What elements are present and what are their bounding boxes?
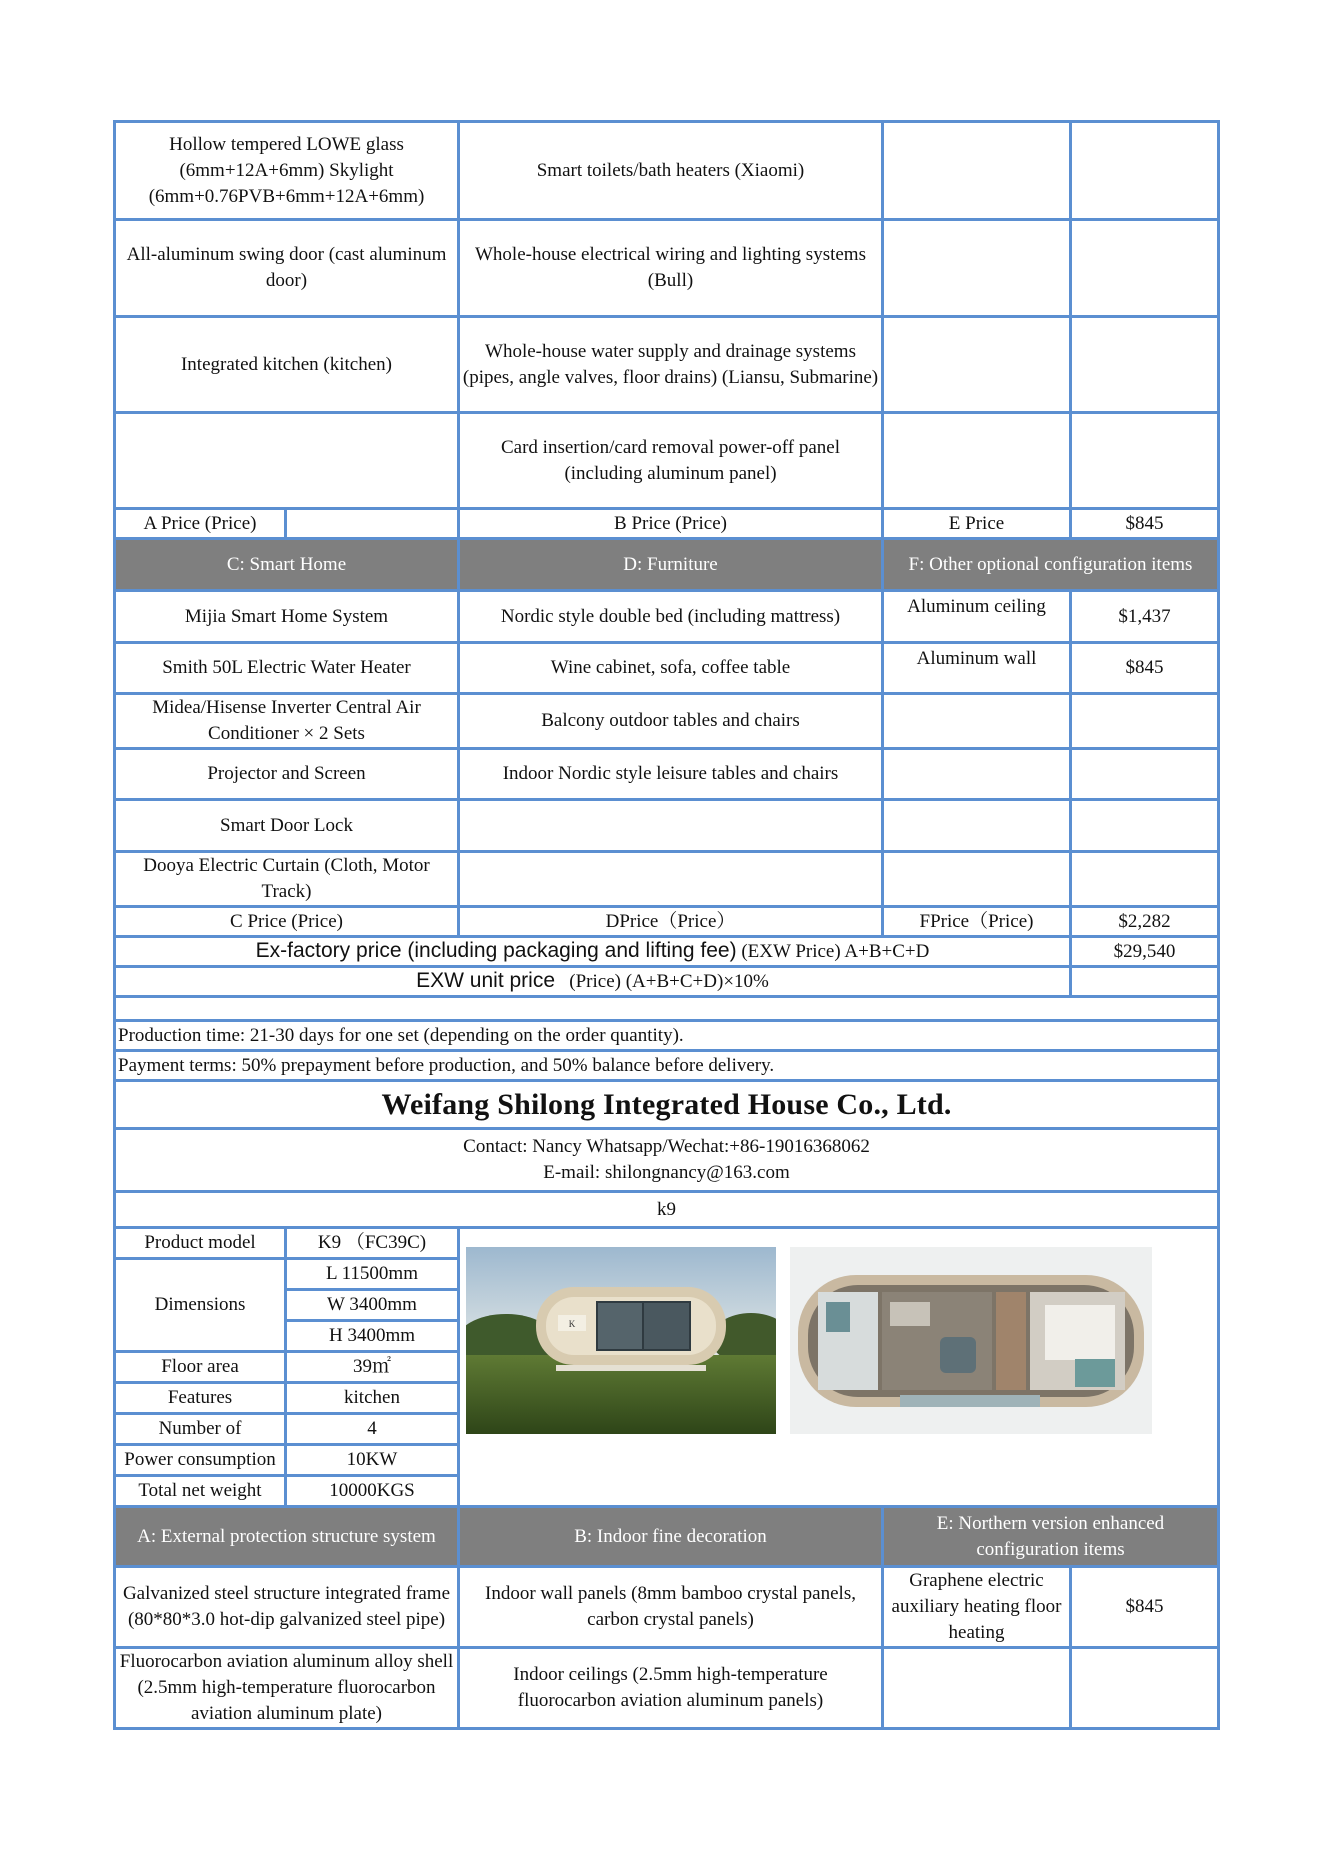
empty-cell bbox=[1071, 413, 1219, 509]
exw-price-value: $29,540 bbox=[1071, 937, 1219, 967]
payment-terms: Payment terms: 50% prepayment before production, and 50% balance before delivery. bbox=[115, 1051, 1219, 1081]
item-a: Galvanized steel structure integrated frame (80*80*3.0 hot-dip galvanized steel pipe) bbox=[115, 1567, 459, 1648]
table-row bbox=[115, 1648, 1219, 1729]
item-b: Indoor wall panels (8mm bamboo crystal panels, carbon crystal panels) bbox=[459, 1567, 883, 1648]
unit-label-suffix: (Price) (A+B+C+D)×10% bbox=[569, 971, 769, 992]
item-c: Dooya Electric Curtain (Cloth, Motor Track) bbox=[115, 852, 459, 907]
model-title-row bbox=[115, 1192, 1219, 1228]
exw-unit-label bbox=[115, 967, 1071, 997]
table-row bbox=[115, 749, 1219, 800]
item-c: Projector and Screen bbox=[115, 749, 459, 800]
spec-value: H 3400mm bbox=[286, 1321, 459, 1352]
spec-value: kitchen bbox=[286, 1383, 459, 1414]
table-row bbox=[115, 852, 1219, 907]
item-a: Hollow tempered LOWE glass (6mm+12A+6mm) Skylight (6mm+0.76PVB+6mm+12A+6mm) bbox=[115, 122, 459, 220]
item-c: Midea/Hisense Inverter Central Air Conditioner × 2 Sets bbox=[115, 694, 459, 749]
exw-label-main: Ex-factory price (including packaging and lifting fee) bbox=[255, 939, 737, 962]
item-f bbox=[883, 852, 1071, 907]
item-c: Smart Door Lock bbox=[115, 800, 459, 852]
table-row bbox=[115, 122, 1219, 220]
header-smart-home: C: Smart Home bbox=[115, 539, 459, 591]
empty-cell bbox=[883, 220, 1071, 317]
item-c: Mijia Smart Home System bbox=[115, 591, 459, 643]
item-e-value: $845 bbox=[1071, 1567, 1219, 1648]
section-header-row bbox=[115, 1507, 1219, 1567]
item-e bbox=[883, 1648, 1071, 1729]
header-northern-items: E: Northern version enhanced configuration items bbox=[883, 1507, 1219, 1567]
table-row bbox=[115, 591, 1219, 643]
spec-label: Power consumption bbox=[115, 1445, 286, 1476]
company-name: Weifang Shilong Integrated House Co., Ltd. bbox=[115, 1081, 1219, 1129]
item-b: Whole-house electrical wiring and lighting systems (Bull) bbox=[459, 220, 883, 317]
price-row bbox=[115, 509, 1219, 539]
item-d bbox=[459, 800, 883, 852]
d-price-label: DPrice（Price） bbox=[459, 907, 883, 937]
spec-label: Floor area bbox=[115, 1352, 286, 1383]
quotation-table bbox=[113, 120, 1220, 1730]
spec-label: Dimensions bbox=[115, 1259, 286, 1352]
svg-text:K: K bbox=[568, 1319, 576, 1329]
table-row bbox=[115, 694, 1219, 749]
e-price-value: $845 bbox=[1071, 509, 1219, 539]
company-row bbox=[115, 1081, 1219, 1129]
e-price-label: E Price bbox=[883, 509, 1071, 539]
table-row bbox=[115, 643, 1219, 694]
spec-value: 10000KGS bbox=[286, 1476, 459, 1507]
item-f-value bbox=[1071, 749, 1219, 800]
table-row bbox=[115, 800, 1219, 852]
exw-unit-value bbox=[1071, 967, 1219, 997]
item-f-value bbox=[1071, 800, 1219, 852]
spec-value: 39㎡ bbox=[286, 1352, 459, 1383]
b-price-label: B Price (Price) bbox=[459, 509, 883, 539]
spec-value: K9 （FC39C) bbox=[286, 1228, 459, 1259]
spec-label: Number of bbox=[115, 1414, 286, 1445]
item-f: Aluminum wall bbox=[883, 643, 1071, 694]
terms-row bbox=[115, 1021, 1219, 1051]
item-f-value: $1,437 bbox=[1071, 591, 1219, 643]
item-d: Indoor Nordic style leisure tables and chairs bbox=[459, 749, 883, 800]
item-d: Nordic style double bed (including mattress) bbox=[459, 591, 883, 643]
quotation-sheet bbox=[113, 120, 1217, 1730]
spec-label: Features bbox=[115, 1383, 286, 1414]
header-furniture: D: Furniture bbox=[459, 539, 883, 591]
contact-row bbox=[115, 1129, 1219, 1192]
interior-floorplan-image bbox=[790, 1247, 1152, 1434]
item-f bbox=[883, 694, 1071, 749]
spec-value: W 3400mm bbox=[286, 1290, 459, 1321]
model-title: k9 bbox=[115, 1192, 1219, 1228]
table-row bbox=[115, 220, 1219, 317]
spec-row bbox=[115, 1228, 1219, 1259]
spec-label: Total net weight bbox=[115, 1476, 286, 1507]
item-b: Smart toilets/bath heaters (Xiaomi) bbox=[459, 122, 883, 220]
empty-cell bbox=[883, 317, 1071, 413]
table-row bbox=[115, 413, 1219, 509]
item-a: Fluorocarbon aviation aluminum alloy shell (2.5mm high-temperature fluorocarbon aviation aluminum plate) bbox=[115, 1648, 459, 1729]
item-f-value bbox=[1071, 852, 1219, 907]
item-a bbox=[115, 413, 459, 509]
contact-line: Contact: Nancy Whatsapp/Wechat:+86-19016368062 bbox=[463, 1136, 870, 1157]
exw-price-row bbox=[115, 937, 1219, 967]
terms-row bbox=[115, 1051, 1219, 1081]
empty-cell bbox=[1071, 220, 1219, 317]
empty-cell bbox=[883, 122, 1071, 220]
header-optional-items: F: Other optional configuration items bbox=[883, 539, 1219, 591]
empty-cell bbox=[1071, 122, 1219, 220]
exw-label-suffix: (EXW Price) A+B+C+D bbox=[741, 941, 930, 962]
exw-price-label bbox=[115, 937, 1071, 967]
item-f-value: $845 bbox=[1071, 643, 1219, 694]
empty-cell bbox=[1071, 317, 1219, 413]
item-d bbox=[459, 852, 883, 907]
item-e: Graphene electric auxiliary heating floor heating bbox=[883, 1567, 1071, 1648]
a-price-value bbox=[286, 509, 459, 539]
empty-cell bbox=[883, 413, 1071, 509]
production-time: Production time: 21-30 days for one set (depending on the order quantity). bbox=[115, 1021, 1219, 1051]
item-f bbox=[883, 749, 1071, 800]
exterior-render-image bbox=[466, 1247, 776, 1434]
item-f: Aluminum ceiling bbox=[883, 591, 1071, 643]
spec-value: 4 bbox=[286, 1414, 459, 1445]
item-a: Integrated kitchen (kitchen) bbox=[115, 317, 459, 413]
f-price-value: $2,282 bbox=[1071, 907, 1219, 937]
header-indoor-decoration: B: Indoor fine decoration bbox=[459, 1507, 883, 1567]
section-header-row bbox=[115, 539, 1219, 591]
table-row bbox=[115, 1567, 1219, 1648]
header-external-structure: A: External protection structure system bbox=[115, 1507, 459, 1567]
spec-value: L 11500mm bbox=[286, 1259, 459, 1290]
product-images bbox=[459, 1228, 1219, 1507]
item-f-value bbox=[1071, 694, 1219, 749]
email-line: E-mail: shilongnancy@163.com bbox=[543, 1162, 790, 1183]
blank-row bbox=[115, 997, 1219, 1021]
f-price-label: FPrice（Price) bbox=[883, 907, 1071, 937]
spec-value: 10KW bbox=[286, 1445, 459, 1476]
price-row bbox=[115, 907, 1219, 937]
item-f bbox=[883, 800, 1071, 852]
item-b: Indoor ceilings (2.5mm high-temperature fluorocarbon aviation aluminum panels) bbox=[459, 1648, 883, 1729]
c-price-label: C Price (Price) bbox=[115, 907, 459, 937]
item-e-value bbox=[1071, 1648, 1219, 1729]
spec-label: Product model bbox=[115, 1228, 286, 1259]
item-c: Smith 50L Electric Water Heater bbox=[115, 643, 459, 694]
item-d: Balcony outdoor tables and chairs bbox=[459, 694, 883, 749]
item-b: Whole-house water supply and drainage systems (pipes, angle valves, floor drains) (Liansu, Submarine) bbox=[459, 317, 883, 413]
item-b: Card insertion/card removal power-off panel (including aluminum panel) bbox=[459, 413, 883, 509]
table-row bbox=[115, 317, 1219, 413]
contact-cell bbox=[115, 1129, 1219, 1192]
item-d: Wine cabinet, sofa, coffee table bbox=[459, 643, 883, 694]
unit-label-main: EXW unit price bbox=[416, 969, 556, 992]
item-a: All-aluminum swing door (cast aluminum door) bbox=[115, 220, 459, 317]
a-price-label: A Price (Price) bbox=[115, 509, 286, 539]
exw-unit-row bbox=[115, 967, 1219, 997]
